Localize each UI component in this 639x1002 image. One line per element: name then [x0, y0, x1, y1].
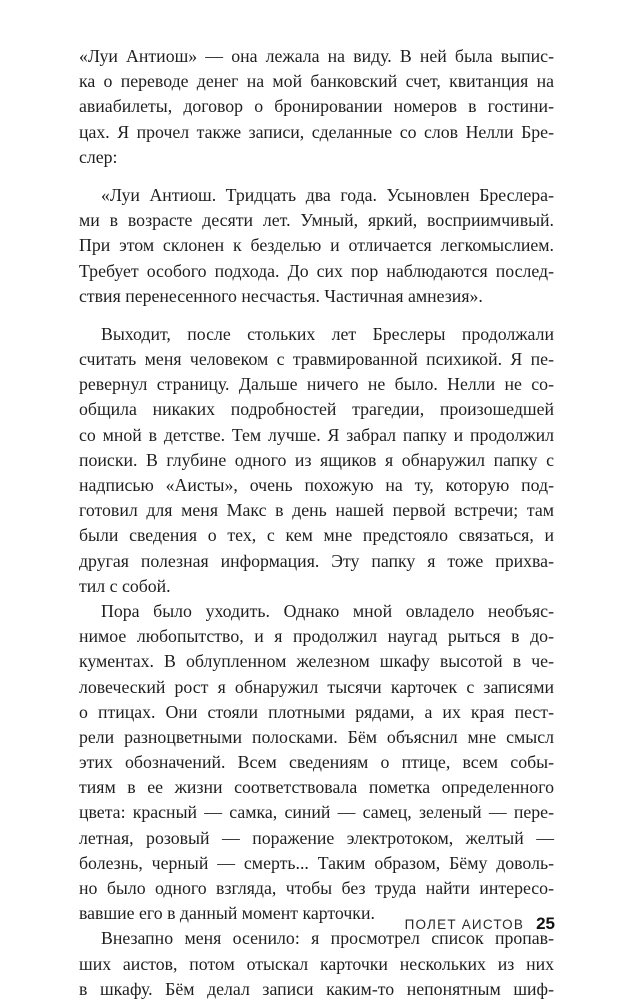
- page-body: [79, 44, 554, 1002]
- text-line: цах. Я прочел также записи, сделанные со слов Нелли Бре-: [79, 121, 554, 142]
- running-title: ПОЛЕТ АИСТОВ: [404, 917, 525, 932]
- text-line: ших аистов, потом отыскал карточки нескольких из них: [79, 953, 554, 974]
- paragraph-3: [79, 599, 554, 926]
- text-line: рели разноцветными полосками. Бём объяснил мне смысл: [79, 726, 554, 747]
- text-line: цвета: красный — самка, синий — самец, зеленый — пере-: [79, 802, 554, 823]
- text-line: болезнь, черный — смерть... Таким образом, Бёму доволь-: [79, 852, 554, 873]
- quote-line: ствия перенесенного несчастья. Частичная амнезия».: [79, 285, 483, 306]
- text-line: общила никаких подробностей трагедии, произошедшей: [79, 399, 554, 420]
- text-line: надписью «Аисты», очень похожую на ту, которую под-: [79, 475, 554, 495]
- text-line: о птицах. Они стояли плотными рядами, а их края пест-: [79, 701, 554, 722]
- spacer: [79, 309, 554, 322]
- text-line: со мной в детстве. Тем лучше. Я забрал папку и продолжил: [79, 424, 554, 445]
- text-line: но было одного взгляда, чтобы без труда найти интересо-: [79, 878, 554, 898]
- text-line: летная, розовый — поражение электротоком, желтый —: [79, 827, 554, 848]
- quote-block: [79, 183, 554, 309]
- text-line: поиски. В глубине одного из ящиков я обнаружил папку с: [79, 449, 554, 470]
- text-line: Выходит, после стольких лет Бреслеры продолжали: [101, 323, 554, 344]
- text-line: тил с собой.: [79, 575, 171, 596]
- text-line: в шкафу. Бём делал записи каким-то непонятным шиф-: [79, 978, 554, 999]
- text-line: другая полезная информация. Эту папку я тоже прихва-: [79, 550, 554, 571]
- text-line: готовил для меня Макс в день нашей первой встречи; там: [79, 500, 554, 521]
- text-line: нимое любопытство, и я продолжил наугад рыться в до-: [79, 626, 554, 647]
- page-number: 25: [536, 914, 555, 933]
- quote-line: «Луи Антиош. Тридцать два года. Усыновлен Бреслера-: [101, 184, 554, 205]
- paragraph-4: [79, 926, 554, 1002]
- spacer: [79, 170, 554, 183]
- text-line: вавшие его в данный момент карточки.: [79, 903, 375, 924]
- text-line: авиабилеты, договор о бронировании номеров в гостини-: [79, 96, 554, 117]
- paragraph-2: [79, 322, 554, 599]
- paragraph-1: [79, 44, 554, 170]
- text-line: Внезапно меня осенило: я просмотрел список пропав-: [101, 928, 554, 949]
- text-line: ревернул страницу. Дальше ничего не было. Нелли не со-: [79, 374, 554, 395]
- page-footer: [383, 914, 555, 936]
- text-line: этих обозначений. Всем сведениям о птице, всем собы-: [79, 752, 554, 773]
- text-line: Пора было уходить. Однако мной овладело необъяс-: [101, 600, 554, 621]
- text-line: тиям в ее жизни соответствовала пометка определенного: [79, 777, 554, 798]
- text-line: ловеческий рост я обнаружил тысячи карточек с записями: [79, 676, 554, 697]
- text-line: были сведения о тех, с кем мне предстояло связаться, и: [79, 525, 554, 546]
- quote-line: ми в возрасте десяти лет. Умный, яркий, восприимчивый.: [79, 210, 554, 231]
- quote-line: При этом склонен к безделью и отличается легкомыслием.: [79, 235, 554, 256]
- text-line: слер:: [79, 146, 118, 167]
- quote-line: Требует особого подхода. До сих пор наблюдаются послед-: [79, 260, 554, 281]
- text-line: считать меня человеком с травмированной психикой. Я пе-: [79, 349, 554, 370]
- text-line: ка о переводе денег на мой банковский счет, квитанция на: [79, 71, 554, 92]
- text-line: «Луи Антиош» — она лежала на виду. В ней была выпис-: [79, 46, 554, 66]
- text-line: кументах. В облупленном железном шкафу высотой в че-: [79, 651, 554, 672]
